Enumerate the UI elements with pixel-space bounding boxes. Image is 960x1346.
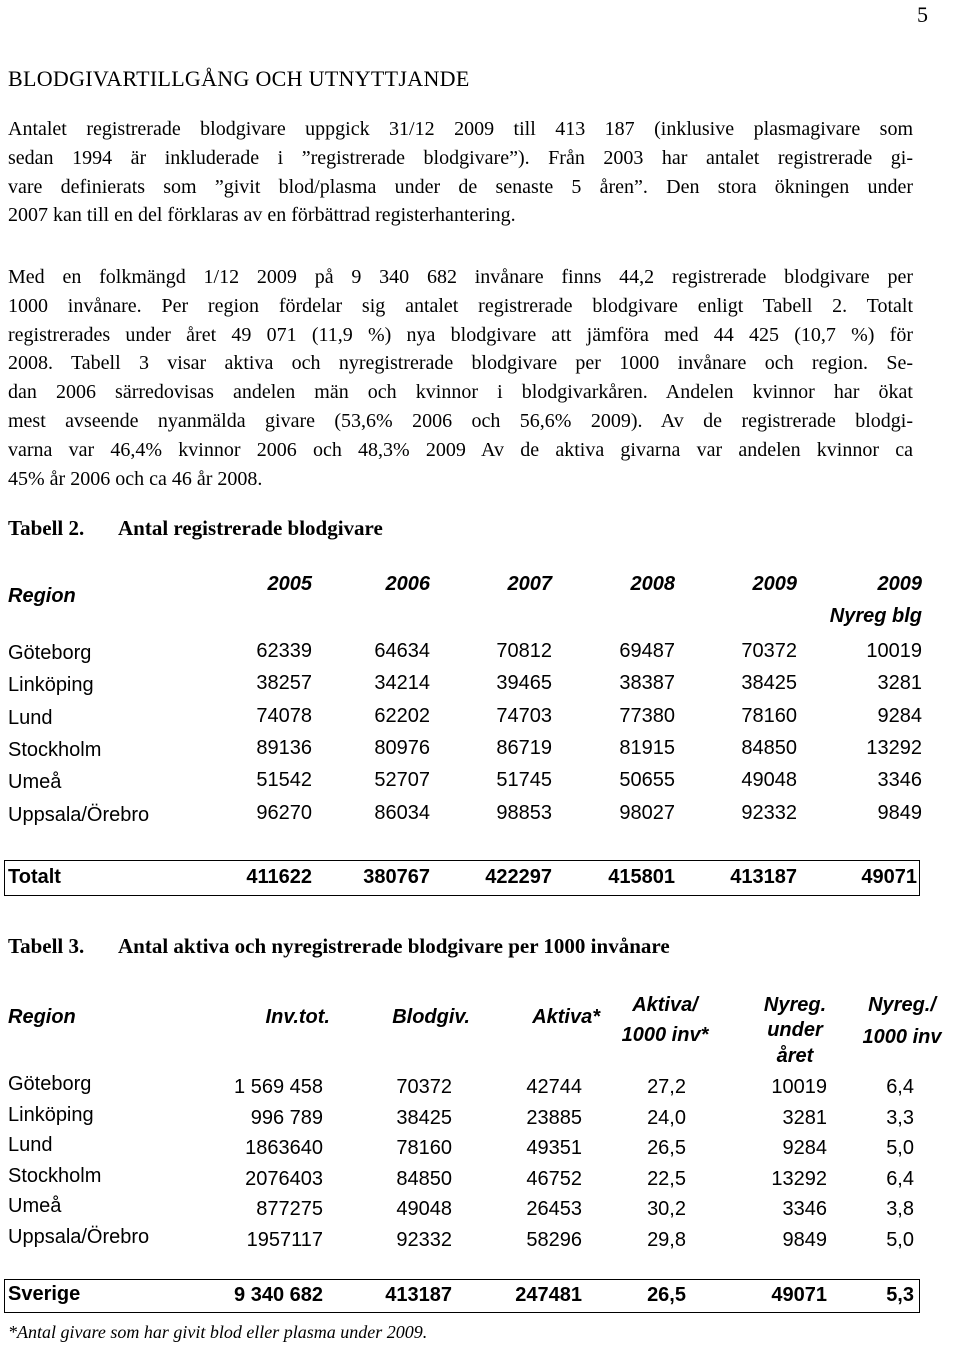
- table2-row-value: 38387: [619, 672, 675, 694]
- table3-row-value: 877275: [256, 1198, 323, 1220]
- table3-row-value: 30,2: [647, 1198, 686, 1220]
- table3-header-nyreg-per: Nyreg./: [868, 994, 936, 1016]
- table2-row-region: Göteborg: [8, 642, 92, 664]
- table3-row-region: Linköping: [8, 1104, 94, 1126]
- table3-total-value: 26,5: [647, 1284, 686, 1306]
- table2-row-value: 51542: [256, 769, 312, 791]
- paragraph-line: 1000 invånare. Per region fördelar sig antalet registrerade blodgivare enligt Tabell 2. Totalt: [8, 294, 913, 317]
- table2-row-value: 86719: [496, 737, 552, 759]
- table3-title: Antal aktiva och nyregistrerade blodgivare per 1000 invånare: [118, 934, 670, 958]
- table3-row-value: 3,8: [886, 1198, 914, 1220]
- table2-region-header: Region: [8, 585, 76, 607]
- paragraph-line: registrerades under året 49 071 (11,9 %) nya blodgivare att jämföra med 44 425 (10,7 %) för: [8, 323, 913, 346]
- table3-caption: [8, 934, 670, 959]
- paragraph-line: Med en folkmängd 1/12 2009 på 9 340 682 invånare finns 44,2 registrerade blodgivare per: [8, 266, 913, 288]
- table3-row-value: 6,4: [886, 1076, 914, 1098]
- table3-header-aktiva: Aktiva*: [532, 1006, 600, 1028]
- table3-row-value: 49351: [526, 1137, 582, 1159]
- table3-row-value: 29,8: [647, 1229, 686, 1251]
- table2-row-region: Linköping: [8, 674, 94, 696]
- table3-row-value: 46752: [526, 1168, 582, 1190]
- table3-row-region: Stockholm: [8, 1165, 102, 1187]
- table3-row-value: 84850: [396, 1168, 452, 1190]
- table3-row-value: 24,0: [647, 1107, 686, 1129]
- table3-row-value: 58296: [526, 1229, 582, 1251]
- table2-row-value: 98027: [619, 802, 675, 824]
- table3-row-value: 1957117: [246, 1229, 323, 1251]
- table3-row-value: 42744: [526, 1076, 582, 1098]
- table2-row-value: 3281: [877, 672, 922, 694]
- table3-header-region: Region: [8, 1006, 76, 1028]
- table3-row-value: 13292: [771, 1168, 827, 1190]
- paragraph-line: vare definierats som ”givit blod/plasma under de senaste 5 åren”. Den stora ökningen under: [8, 175, 913, 198]
- table2-total-value: 413187: [730, 866, 797, 888]
- table2-total-value: 415801: [608, 866, 675, 888]
- table3-row-value: 9284: [782, 1137, 827, 1159]
- table3-header-blodgiv: Blodgiv.: [392, 1006, 470, 1028]
- table3-header-nyreg: under: [767, 1019, 823, 1041]
- table2-row-value: 34214: [374, 672, 430, 694]
- table2-year-header: 2007: [507, 573, 552, 595]
- table3-row-region: Umeå: [8, 1195, 62, 1217]
- table2-row-value: 69487: [619, 640, 675, 662]
- table2-row-value: 74078: [256, 705, 312, 727]
- table2-row-region: Uppsala/Örebro: [8, 804, 150, 826]
- table2-row-value: 89136: [256, 737, 312, 759]
- table3-row-value: 9849: [782, 1229, 827, 1251]
- table3-row-value: 1863640: [245, 1137, 323, 1159]
- table2-row-value: 77380: [619, 705, 675, 727]
- table2-row-region: Umeå: [8, 771, 62, 793]
- table3-row-value: 996 789: [250, 1107, 323, 1129]
- table3-row-value: 6,4: [886, 1168, 914, 1190]
- paragraph-line: sedan 1994 är inkluderade i ”registrerade blodgivare”). Från 2003 har antalet registrerade gi-: [8, 146, 913, 169]
- table3-row-value: 3,3: [886, 1107, 914, 1129]
- paragraph-intro: [8, 115, 913, 230]
- table3-total-label: Sverige: [8, 1283, 81, 1305]
- table3-row-value: 5,0: [886, 1229, 914, 1251]
- table3-header-aktiva-per: Aktiva/: [632, 994, 698, 1016]
- table2-row-value: 74703: [496, 705, 552, 727]
- table3-header-invtot: Inv.tot.: [265, 1006, 330, 1028]
- table2-total-value: 49071: [861, 866, 917, 888]
- table3-total-value: 5,3: [886, 1284, 914, 1306]
- table3-row-value: 92332: [396, 1229, 452, 1251]
- table3-total-value: 247481: [515, 1284, 582, 1306]
- paragraph-population: [8, 263, 913, 493]
- table3-total-value: 413187: [385, 1284, 452, 1306]
- table2-row-value: 3346: [877, 769, 922, 791]
- table2-row-value: 81915: [619, 737, 675, 759]
- table2-row-value: 98853: [496, 802, 552, 824]
- table2-row-value: 50655: [619, 769, 675, 791]
- table2-title: Antal registrerade blodgivare: [118, 516, 383, 540]
- table3-label: Tabell 3.: [8, 934, 85, 958]
- table2-row-value: 86034: [374, 802, 430, 824]
- table2-row-value: 92332: [741, 802, 797, 824]
- table2-row-value: 38257: [256, 672, 312, 694]
- paragraph-line: dan 2006 särredovisas andelen män och kvinnor i blodgivarkåren. Andelen kvinnor har ökat: [8, 381, 913, 404]
- table3-row-value: 23885: [526, 1107, 582, 1129]
- table3-row-value: 78160: [396, 1137, 452, 1159]
- table2-row-value: 84850: [741, 737, 797, 759]
- table3-row-region: Lund: [8, 1134, 53, 1156]
- table2-row-value: 13292: [866, 737, 922, 759]
- table2-year-header: 2009: [877, 573, 922, 595]
- table3-row-value: 27,2: [647, 1076, 686, 1098]
- table2-year-header: 2009: [752, 573, 797, 595]
- paragraph-line: 2008. Tabell 3 visar aktiva och nyregistrerade blodgivare per 1000 invånare och region. Se-: [8, 352, 913, 375]
- table3-total-value: 49071: [771, 1284, 827, 1306]
- table2-year-header: 2005: [267, 573, 312, 595]
- table3-row-value: 26,5: [647, 1137, 686, 1159]
- table3-row-value: 22,5: [647, 1168, 686, 1190]
- table2-row-value: 70372: [741, 640, 797, 662]
- table2-row-value: 51745: [496, 769, 552, 791]
- page-number: 5: [917, 2, 928, 27]
- table2-row-value: 52707: [374, 769, 430, 791]
- table2-total-value: 422297: [485, 866, 552, 888]
- table2-row-value: 62202: [374, 705, 430, 727]
- paragraph-line: 2007 kan till en del förklaras av en förbättrad registerhantering.: [8, 204, 516, 227]
- table2-row-value: 39465: [496, 672, 552, 694]
- table3-header-nyreg-per: 1000 inv: [862, 1026, 942, 1048]
- table3-row-value: 5,0: [886, 1137, 914, 1159]
- table2-year-header: 2008: [630, 573, 675, 595]
- table2-row-value: 9849: [877, 802, 922, 824]
- table3-row-value: 3346: [782, 1198, 827, 1220]
- table3-row-value: 70372: [396, 1076, 452, 1098]
- paragraph-line: 45% år 2006 och ca 46 år 2008.: [8, 467, 263, 490]
- table2-subheader: Nyreg blg: [829, 605, 922, 627]
- paragraph-line: varna var 46,4% kvinnor 2006 och 48,3% 2009 Av de aktiva givarna var andelen kvinnor ca: [8, 438, 913, 461]
- table2-total-value: 411622: [246, 866, 312, 888]
- table2-row-value: 62339: [256, 640, 312, 662]
- table3-row-value: 2076403: [245, 1168, 323, 1190]
- table3-total-value: 9 340 682: [234, 1284, 323, 1306]
- table2-row-region: Lund: [8, 707, 53, 729]
- table3-header-nyreg: året: [776, 1045, 814, 1067]
- table2-row-value: 80976: [374, 737, 430, 759]
- table2-row-region: Stockholm: [8, 739, 102, 761]
- footnote: *Antal givare som har givit blod eller plasma under 2009.: [8, 1322, 428, 1342]
- table2-row-value: 78160: [741, 705, 797, 727]
- table2-total-label: Totalt: [8, 866, 61, 888]
- table3-row-value: 26453: [526, 1198, 582, 1220]
- paragraph-line: mest avseende nyanmälda givare (53,6% 2006 och 56,6% 2009). Av de registrerade blodgi-: [8, 409, 913, 432]
- table3-row-value: 1 569 458: [234, 1076, 323, 1098]
- table2-caption: [8, 516, 383, 541]
- table3-row-region: Uppsala/Örebro: [8, 1226, 150, 1248]
- section-heading: BLODGIVARTILLGÅNG OCH UTNYTTJANDE: [8, 66, 470, 91]
- table2-row-value: 70812: [496, 640, 552, 662]
- table2-row-value: 64634: [374, 640, 430, 662]
- table3-row-value: 49048: [396, 1198, 452, 1220]
- table2-row-value: 49048: [741, 769, 797, 791]
- table2-row-value: 38425: [741, 672, 797, 694]
- table3-header-nyreg: Nyreg.: [763, 994, 827, 1016]
- table2-row-value: 10019: [866, 640, 922, 662]
- table3-row-value: 38425: [396, 1107, 452, 1129]
- table2-label: Tabell 2.: [8, 516, 85, 540]
- table3-row-value: 3281: [782, 1107, 827, 1129]
- table2-total-value: 380767: [363, 866, 430, 888]
- table2-year-header: 2006: [385, 573, 430, 595]
- table3-header-aktiva-per: 1000 inv*: [621, 1024, 709, 1046]
- table3-row-value: 10019: [771, 1076, 827, 1098]
- paragraph-line: Antalet registrerade blodgivare uppgick 31/12 2009 till 413 187 (inklusive plasmagivare som: [8, 118, 913, 140]
- table3-row-region: Göteborg: [8, 1073, 92, 1095]
- table2-row-value: 96270: [256, 802, 312, 824]
- table2-row-value: 9284: [877, 705, 922, 727]
